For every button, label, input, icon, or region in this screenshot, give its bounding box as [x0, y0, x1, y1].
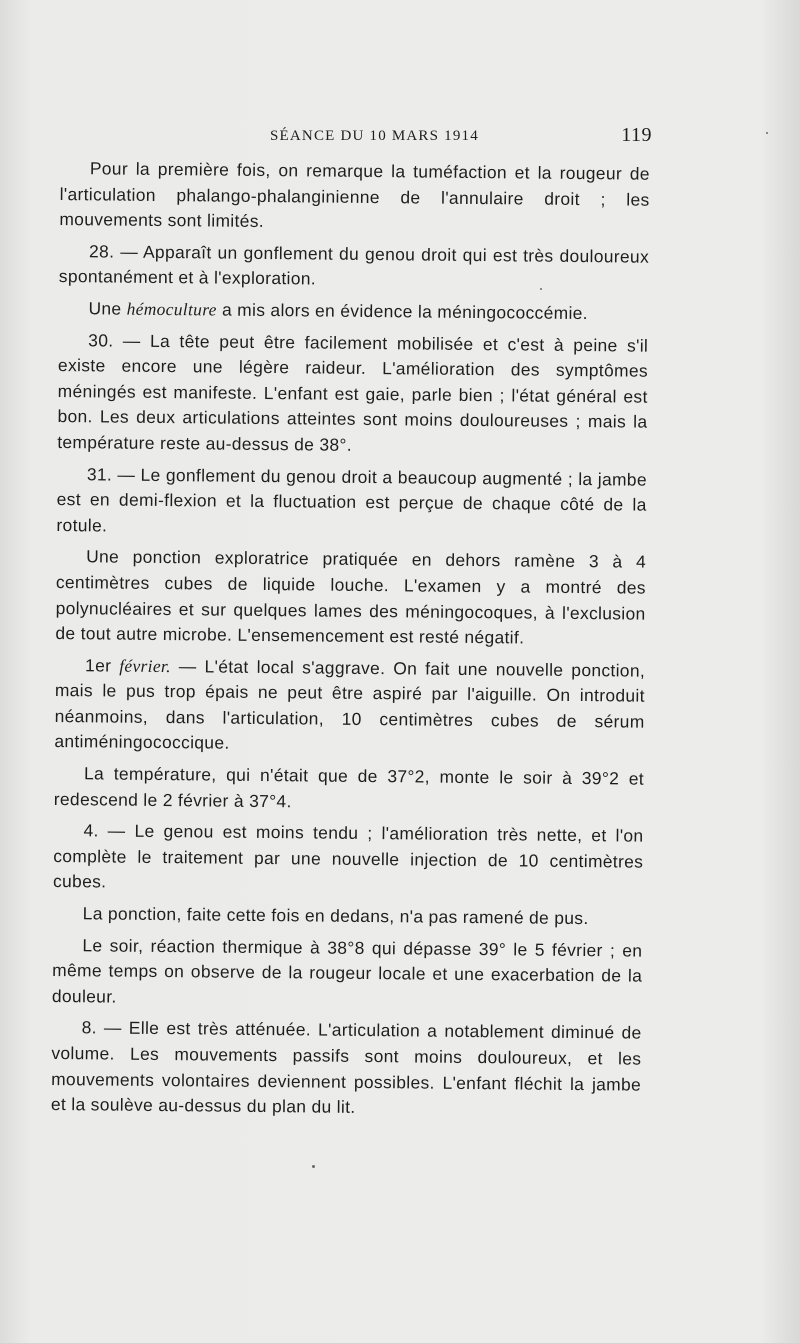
day-marker: 31. — [86, 463, 141, 485]
day-marker: 30. — [88, 329, 151, 351]
paragraph [53, 901, 643, 932]
paper-speck [766, 132, 768, 134]
day-marker: 4. — [83, 820, 135, 841]
day-marker: 28. — [88, 241, 144, 262]
paragraph-text: — L'état local s'aggrave. On fait une nouvelle ponction, mais le pus trop épais ne peut être aspiré par l'aiguille. On introduit néanmoins, dans l'articulation, 10 centimètres cubes de sérum antiméningococcique. [54, 655, 646, 754]
paragraph-text: La température, qui n'était que de 37°2, monte le soir à 39°2 et redescend le 2 février à 37°4. [53, 763, 645, 811]
paragraph [57, 328, 648, 462]
italic-term: février. [119, 655, 171, 676]
paragraph-text: Le soir, réaction thermique à 38°8 qui dépasse 39° le 5 février ; en même temps on observe de la rougeur locale et une exacerbation de la douleur. [51, 934, 643, 1007]
italic-term: hémoculture [126, 298, 217, 320]
paragraph [56, 462, 647, 544]
paragraph [54, 653, 645, 761]
paragraph [53, 818, 644, 900]
paragraph-pre: Une [88, 298, 127, 319]
paragraph-text: Elle est très atténuée. L'articulation a notablement diminué de volume. Les mouvements passifs sont moins douloureux, et les mouvements volontaires deviennent possibles. L'enfant fléchit la jambe et la soulève au-dessus du plan du lit. [50, 1018, 642, 1118]
page-number: 119 [621, 124, 652, 146]
paragraph [58, 296, 648, 327]
paragraph-text: Apparaît un gonflement du genou droit qui est très douloureux spontanément et à l'exploration. [58, 241, 650, 289]
paragraph [59, 239, 649, 296]
paragraph-text: Le gonflement du genou droit a beaucoup augmenté ; la jambe est en demi-flexion et la fluctuation est perçue de chaque côté de la rotule. [56, 464, 648, 536]
paragraph [59, 156, 650, 238]
running-head: SÉANCE DU 10 MARS 1914 [270, 128, 479, 144]
day-marker: 1er [85, 654, 120, 676]
paragraph-text: La ponction, faite cette fois en dedans, n'a pas ramené de pus. [82, 903, 589, 929]
paragraph [52, 933, 643, 1015]
paragraph-text: a mis alors en évidence la méningococcémie. [216, 299, 589, 324]
body-text [51, 156, 650, 1129]
paragraph-text: La tête peut être facilement mobilisée et c'est à peine s'il existe encore une légère raideur. L'amélioration des symptômes méningés est manifeste. L'enfant est gaie, parle bien ; l'état général est bon. Les deux articulations atteintes sont moins douloureuses ; mais la température reste au-dessus de 38°. [57, 330, 649, 455]
page-header [60, 124, 660, 154]
paper-speck [540, 288, 542, 290]
paragraph-text: Pour la première fois, on remarque la tuméfaction et la rougeur de l'articulation phalango-phalanginienne de l'annulaire droit ; les mouvements sont limités. [59, 158, 650, 232]
paragraph [55, 544, 646, 652]
paragraph [54, 761, 644, 818]
paper-speck [312, 1165, 315, 1168]
paragraph-text: Une ponction exploratrice pratiquée en dehors ramène 3 à 4 centimètres cubes de liquide louche. L'examen y a montré des polynucléaires et sur quelques lames des méningocoques, à l'exclusion de tout autre microbe. L'ensemencement est resté négatif. [55, 546, 647, 648]
paragraph [51, 1015, 642, 1123]
day-marker: 8. — [81, 1017, 129, 1039]
paragraph-text: Le genou est moins tendu ; l'amélioration très nette, et l'on complète le traitement par une nouvelle injection de 10 centimètres cubes. [52, 820, 644, 892]
